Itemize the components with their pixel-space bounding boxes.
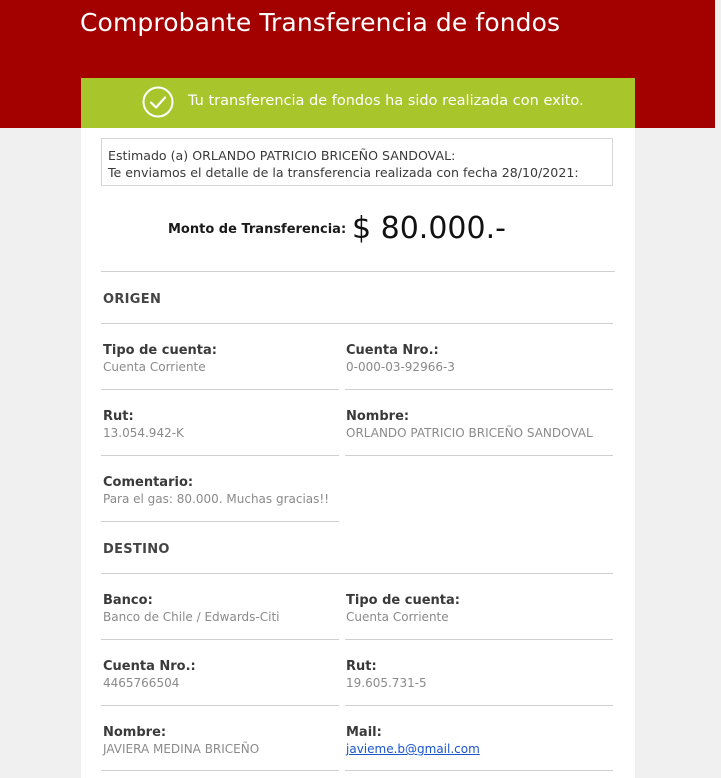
origen-nombre-value: ORLANDO PATRICIO BRICEÑO SANDOVAL [346, 426, 593, 440]
divider [345, 770, 613, 771]
divider [345, 389, 613, 390]
receipt-card [81, 78, 635, 778]
origen-cuenta-nro-label: Cuenta Nro.: [346, 343, 439, 358]
greeting-line-2: Te enviamos el detalle de la transferencia realizada con fecha 28/10/2021: [108, 165, 579, 180]
destino-nombre-value: JAVIERA MEDINA BRICEÑO [103, 742, 260, 756]
divider [101, 639, 339, 640]
check-circle-icon [142, 86, 174, 118]
divider [101, 455, 339, 456]
divider [101, 770, 339, 771]
origen-nombre-label: Nombre: [346, 409, 410, 424]
divider [101, 271, 615, 272]
destino-cuenta-nro-label: Cuenta Nro.: [103, 659, 196, 674]
success-message: Tu transferencia de fondos ha sido realizada con exito. [188, 93, 584, 109]
greeting-line-1: Estimado (a) ORLANDO PATRICIO BRICEÑO SANDOVAL: [108, 148, 456, 163]
divider [101, 389, 339, 390]
divider [101, 705, 339, 706]
divider [101, 573, 613, 574]
destino-banco-value: Banco de Chile / Edwards-Citi [103, 610, 280, 624]
destino-tipo-cuenta-label: Tipo de cuenta: [346, 593, 460, 608]
destino-banco-label: Banco: [103, 593, 153, 608]
origen-cuenta-nro-value: 0-000-03-92966-3 [346, 360, 455, 374]
origen-tipo-cuenta-value: Cuenta Corriente [103, 360, 206, 374]
divider [101, 323, 613, 324]
destino-mail-link[interactable]: javieme.b@gmail.com [346, 742, 480, 756]
destino-nombre-label: Nombre: [103, 725, 167, 740]
divider [101, 521, 339, 522]
greeting-box [101, 138, 613, 186]
destino-rut-label: Rut: [346, 659, 377, 674]
amount-label: Monto de Transferencia: [168, 222, 347, 237]
destino-mail-label: Mail: [346, 725, 382, 740]
origen-comentario-label: Comentario: [103, 475, 194, 490]
section-destino-title: DESTINO [103, 542, 170, 557]
divider [345, 639, 613, 640]
origen-comentario-value: Para el gas: 80.000. Muchas gracias!! [103, 492, 330, 506]
divider [345, 705, 613, 706]
destino-rut-value: 19.605.731-5 [346, 676, 427, 690]
origen-rut-value: 13.054.942-K [103, 426, 184, 440]
divider [345, 455, 613, 456]
section-origen-title: ORIGEN [103, 292, 162, 307]
destino-cuenta-nro-value: 4465766504 [103, 676, 180, 690]
amount-value: $ 80.000.- [352, 211, 506, 246]
origen-tipo-cuenta-label: Tipo de cuenta: [103, 343, 217, 358]
page-title: Comprobante Transferencia de fondos [80, 8, 561, 37]
origen-rut-label: Rut: [103, 409, 134, 424]
destino-tipo-cuenta-value: Cuenta Corriente [346, 610, 449, 624]
success-banner [81, 78, 635, 128]
